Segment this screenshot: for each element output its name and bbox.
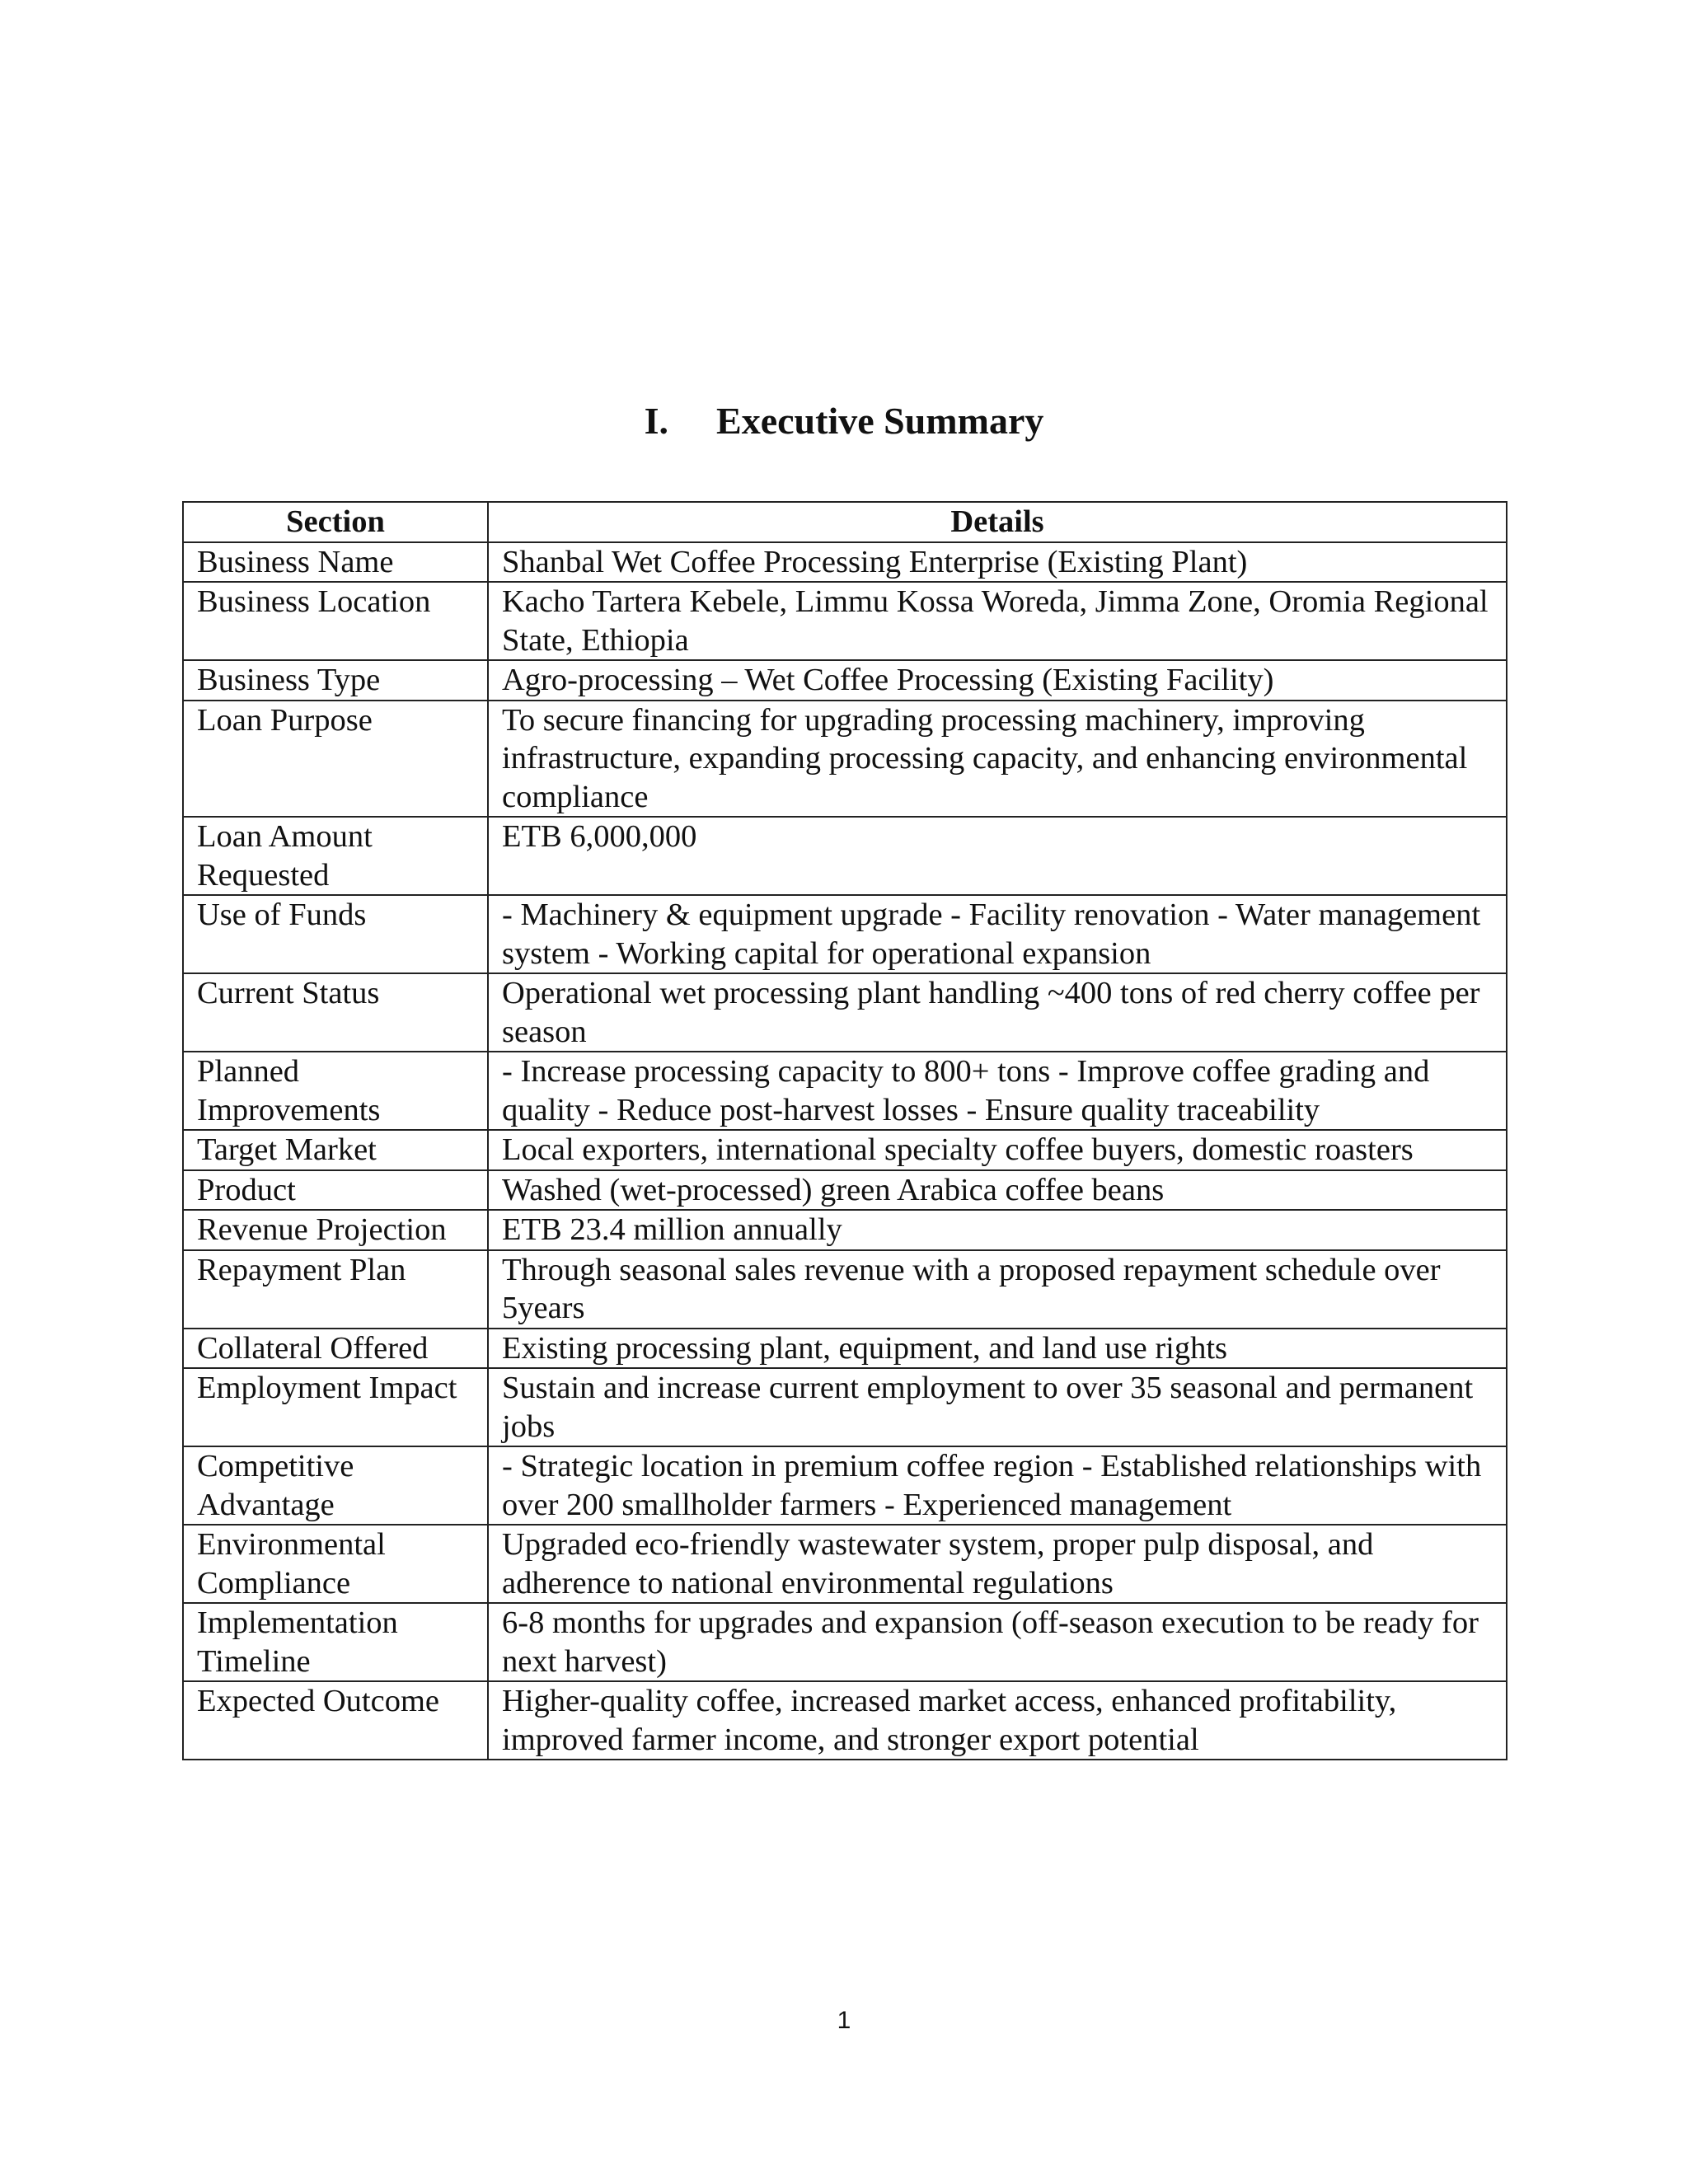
row-details: Through seasonal sales revenue with a proposed repayment schedule over 5years [488, 1250, 1507, 1329]
row-details: Kacho Tartera Kebele, Limmu Kossa Woreda, Jimma Zone, Oromia Regional State, Ethiopia [488, 582, 1507, 660]
row-details: 6-8 months for upgrades and expansion (off-season execution to be ready for next harvest) [488, 1603, 1507, 1681]
row-details: ETB 6,000,000 [488, 817, 1507, 895]
row-label: Loan Purpose [183, 701, 488, 818]
header-section: Section [183, 502, 488, 542]
table-row [183, 1052, 1507, 1130]
row-details: Operational wet processing plant handling ~400 tons of red cherry coffee per season [488, 973, 1507, 1052]
table-row [183, 582, 1507, 660]
table-row [183, 660, 1507, 701]
table-row [183, 1603, 1507, 1681]
row-label: Business Type [183, 660, 488, 701]
row-details: - Machinery & equipment upgrade - Facility renovation - Water management system - Working capital for operational expansion [488, 895, 1507, 973]
table-row [183, 1130, 1507, 1170]
table-row [183, 1329, 1507, 1369]
row-label: Planned Improvements [183, 1052, 488, 1130]
table-row [183, 1525, 1507, 1603]
table-row [183, 701, 1507, 818]
page-number: 1 [837, 2007, 851, 2034]
row-details: Sustain and increase current employment to over 35 seasonal and permanent jobs [488, 1368, 1507, 1446]
row-details: Upgraded eco-friendly wastewater system, proper pulp disposal, and adherence to national environmental regulations [488, 1525, 1507, 1603]
row-details: Higher-quality coffee, increased market access, enhanced profitability, improved farmer income, and stronger export potential [488, 1681, 1507, 1760]
table-row [183, 817, 1507, 895]
table-row [183, 542, 1507, 583]
row-label: Use of Funds [183, 895, 488, 973]
section-number: I. [644, 400, 669, 442]
row-details: - Strategic location in premium coffee region - Established relationships with over 200 smallholder farmers - Experienced management [488, 1446, 1507, 1525]
row-details: To secure financing for upgrading processing machinery, improving infrastructure, expanding processing capacity, and enhancing environmental compliance [488, 701, 1507, 818]
row-details: Local exporters, international specialty coffee buyers, domestic roasters [488, 1130, 1507, 1170]
row-label: Implementation Timeline [183, 1603, 488, 1681]
row-details: Existing processing plant, equipment, and land use rights [488, 1329, 1507, 1369]
row-details: ETB 23.4 million annually [488, 1210, 1507, 1250]
row-details: - Increase processing capacity to 800+ tons - Improve coffee grading and quality - Reduce post-harvest losses - Ensure quality traceability [488, 1052, 1507, 1130]
row-label: Environmental Compliance [183, 1525, 488, 1603]
table-row [183, 973, 1507, 1052]
table-row [183, 1368, 1507, 1446]
row-label: Competitive Advantage [183, 1446, 488, 1525]
row-label: Loan Amount Requested [183, 817, 488, 895]
table-row [183, 1170, 1507, 1211]
row-label: Employment Impact [183, 1368, 488, 1446]
table-row [183, 1446, 1507, 1525]
table-row [183, 1210, 1507, 1250]
row-label: Business Name [183, 542, 488, 583]
table-row [183, 1250, 1507, 1329]
row-details: Shanbal Wet Coffee Processing Enterprise (Existing Plant) [488, 542, 1507, 583]
row-label: Target Market [183, 1130, 488, 1170]
row-label: Current Status [183, 973, 488, 1052]
header-details: Details [488, 502, 1507, 542]
table-row [183, 895, 1507, 973]
executive-summary-table [182, 501, 1507, 1760]
row-label: Expected Outcome [183, 1681, 488, 1760]
row-details: Agro-processing – Wet Coffee Processing (Existing Facility) [488, 660, 1507, 701]
table-header-row [183, 502, 1507, 542]
table-body [183, 542, 1507, 1760]
row-details: Washed (wet-processed) green Arabica coffee beans [488, 1170, 1507, 1211]
section-heading [0, 396, 1688, 447]
table-row [183, 1681, 1507, 1760]
row-label: Product [183, 1170, 488, 1211]
row-label: Business Location [183, 582, 488, 660]
row-label: Collateral Offered [183, 1329, 488, 1369]
section-title: Executive Summary [716, 400, 1044, 442]
row-label: Repayment Plan [183, 1250, 488, 1329]
row-label: Revenue Projection [183, 1210, 488, 1250]
